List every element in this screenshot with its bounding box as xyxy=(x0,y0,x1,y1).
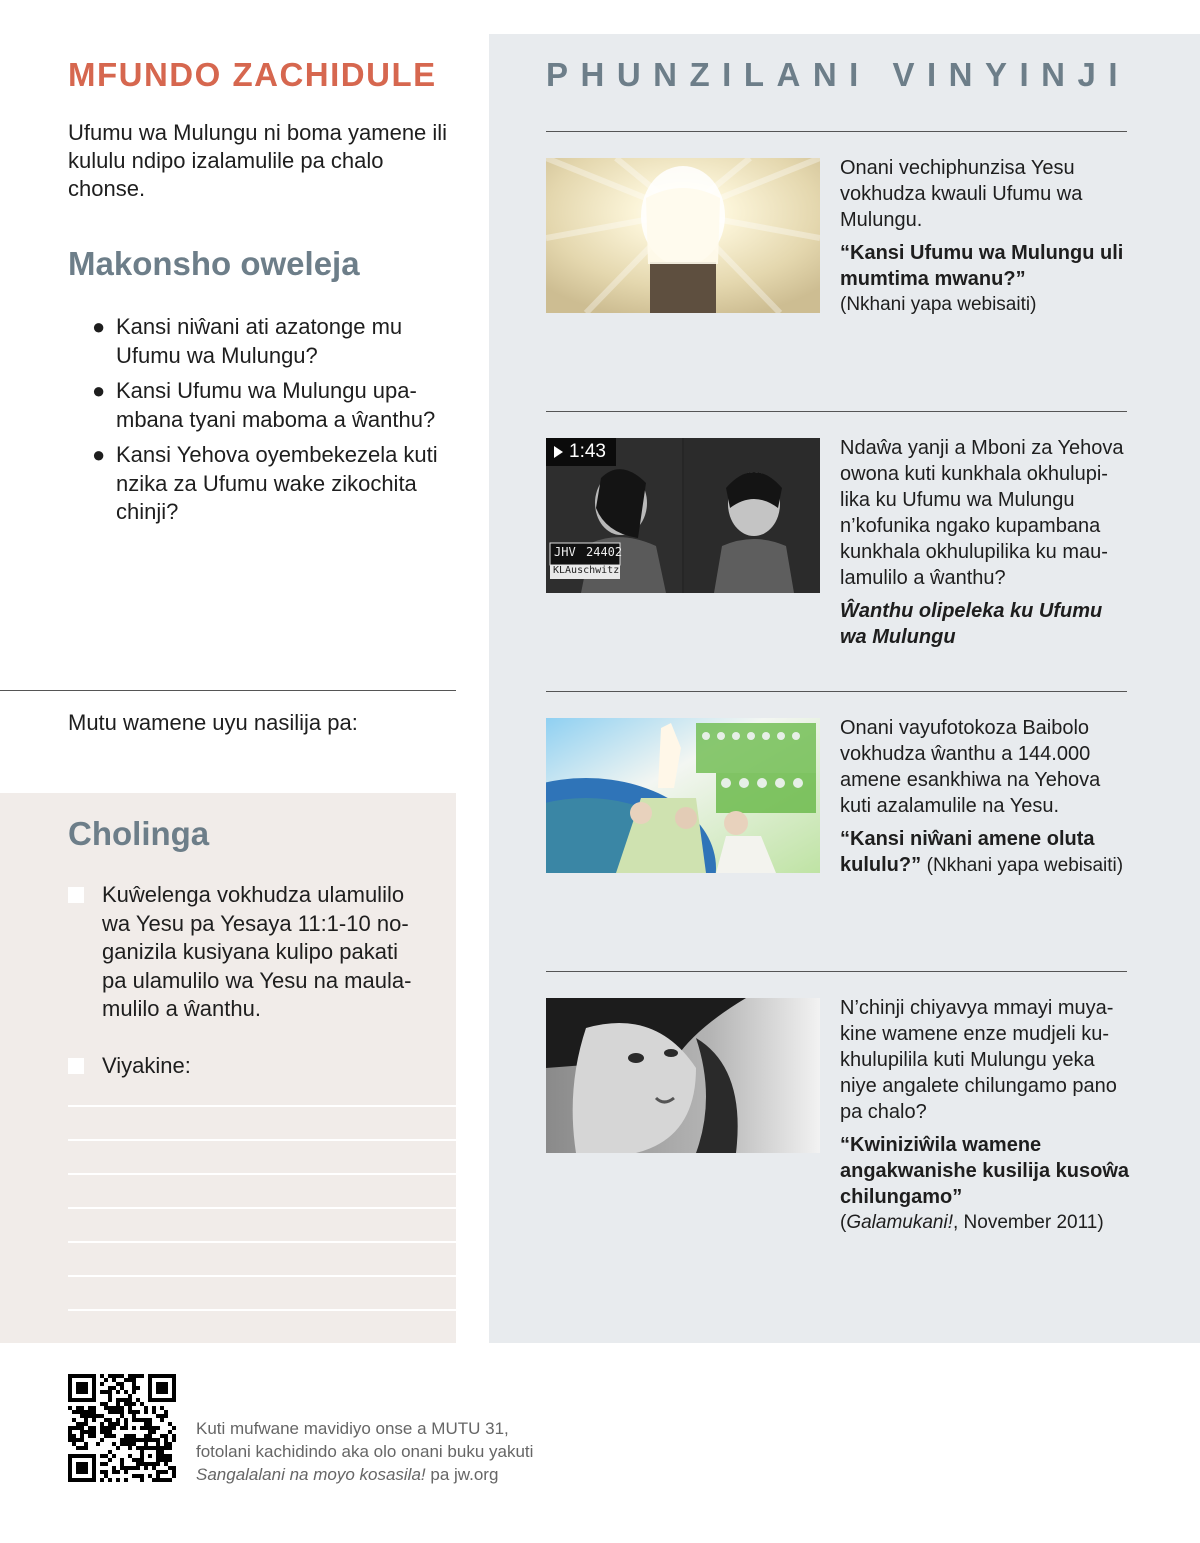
review-question: ● Kansi Ufumu wa Mulungu upambana tyani maboma a ŵanthu? xyxy=(92,378,436,432)
review-question: ● Kansi niŵani ati azatonge mu Ufumu wa Mulungu? xyxy=(92,314,403,368)
writing-line[interactable] xyxy=(68,1105,456,1107)
entry-link-title[interactable]: “Kansi Ufumu wa Mulungu uli mumtima mwanu?” xyxy=(840,242,1124,290)
qr-code[interactable] xyxy=(68,1374,176,1482)
video-duration-badge: 1:43 xyxy=(546,438,616,466)
writing-line[interactable] xyxy=(68,1173,456,1175)
review-heading: Makonsho oweleja xyxy=(68,245,360,282)
footer-text xyxy=(196,1417,616,1486)
writing-line[interactable] xyxy=(68,1309,456,1311)
entry-thumbnail-heavenly-rulers[interactable] xyxy=(546,718,820,873)
entry-link-title[interactable]: “Kansi niŵani amene oluta kululu?” xyxy=(840,828,1095,876)
entry-description: Onani vechiphunzisa Yesu vokhudza kwauli Ufumu wa Mulungu. xyxy=(840,157,1083,231)
book-title: Sangalalani na moyo kosasila! xyxy=(196,1465,426,1484)
goal-item-other xyxy=(68,1052,428,1081)
entry-thumbnail-glowing-figure[interactable] xyxy=(546,158,820,313)
entry-divider xyxy=(546,131,1127,132)
goal-checkbox[interactable] xyxy=(68,887,84,903)
summary-text: Ufumu wa Mulungu ni boma yamene ili kululu ndipo izalamulile pa chalo chonse. xyxy=(68,120,448,201)
goal-item-text: Viyakine: xyxy=(102,1053,191,1078)
writing-line[interactable] xyxy=(68,1207,456,1209)
explore-heading: PHUNZILANI VINYINJI xyxy=(546,56,1131,93)
bullet-icon: ● xyxy=(92,314,106,339)
goal-heading: Cholinga xyxy=(68,815,210,852)
entry-text xyxy=(840,435,1130,650)
referral-label: Mutu wamene uyu nasilija pa: xyxy=(68,710,358,735)
footer-line: fotolani kachidindo aka olo onani buku yakuti xyxy=(196,1442,534,1461)
prisoner-tag-camp: KLAuschwitz xyxy=(553,565,620,576)
entry-text xyxy=(840,715,1130,879)
entry-thumbnail-woman-portrait[interactable] xyxy=(546,998,820,1153)
footer-line: Sangalalani na moyo kosasila! pa jw.org xyxy=(196,1465,499,1484)
goal-item xyxy=(68,881,428,1024)
review-question: ● Kansi Yehova oyembekezela kuti nzika za Ufumu wake zikochita chinji? xyxy=(92,442,438,524)
writing-line[interactable] xyxy=(68,1275,456,1277)
bullet-icon: ● xyxy=(92,442,106,467)
entry-description: Ndaŵa yanji a Mboni za Yehova owona kuti kunkhala okhulupilika ku Ufumu wa Mulungu n’kofunika ngako kupambana kunkhala okhulupilika ku maulamulilo a ŵanthu? xyxy=(840,437,1124,589)
entry-text xyxy=(840,995,1130,1236)
entry-divider xyxy=(546,971,1127,972)
writing-line[interactable] xyxy=(68,1139,456,1141)
review-question-list xyxy=(92,313,462,534)
goal-checkbox[interactable] xyxy=(68,1058,84,1074)
section-divider xyxy=(0,690,456,691)
entry-divider xyxy=(546,691,1127,692)
magazine-title: Galamukani! xyxy=(846,1212,953,1233)
footer-line: Kuti mufwane mavidiyo onse a MUTU 31, xyxy=(196,1419,509,1438)
bullet-icon: ● xyxy=(92,378,106,403)
summary-heading: MFUNDO ZACHIDULE xyxy=(68,56,437,93)
writing-line[interactable] xyxy=(68,1241,456,1243)
entry-link-title[interactable]: Ŵanthu olipeleka ku Ufumu wa Mulungu xyxy=(840,600,1103,648)
entry-note: (Galamukani!, November 2011) xyxy=(840,1212,1104,1233)
goal-item-text: Kuŵelenga vokhudza ulamulilo wa Yesu pa Yesaya 11:1-10 noganizila kusiyana kulipo pakati pa ulamulilo wa Yesu na maulamulilo a ŵanthu. xyxy=(102,882,412,1021)
entry-divider xyxy=(546,411,1127,412)
entry-link-line xyxy=(840,826,1130,879)
prisoner-tag-number: 24402 xyxy=(586,545,623,559)
entry-description: N’chinji chiyavyа mmayi muyakine wamene enze mudjeli kukhulupilila kuti Mulungu yeka niye angalete chilungamo pano pa chalo? xyxy=(840,997,1117,1123)
entry-note: (Nkhani yapa webisaiti) xyxy=(840,294,1037,315)
play-icon xyxy=(554,446,563,458)
entry-video-thumbnail[interactable] xyxy=(546,438,820,593)
entry-note: (Nkhani yapa webisaiti) xyxy=(926,855,1124,876)
entry-link-title[interactable]: “Kwiniziŵila wamene angakwanishe kusilija kusoŵa chilungamo” xyxy=(840,1134,1130,1208)
prisoner-tag-prefix: JHV xyxy=(554,545,576,559)
entry-description: Onani vayufotokoza Baibolo vokhudza ŵanthu a 144.000 amene esankhiwa na Yehova kuti azalamulile na Yesu. xyxy=(840,717,1101,817)
entry-text xyxy=(840,155,1130,318)
